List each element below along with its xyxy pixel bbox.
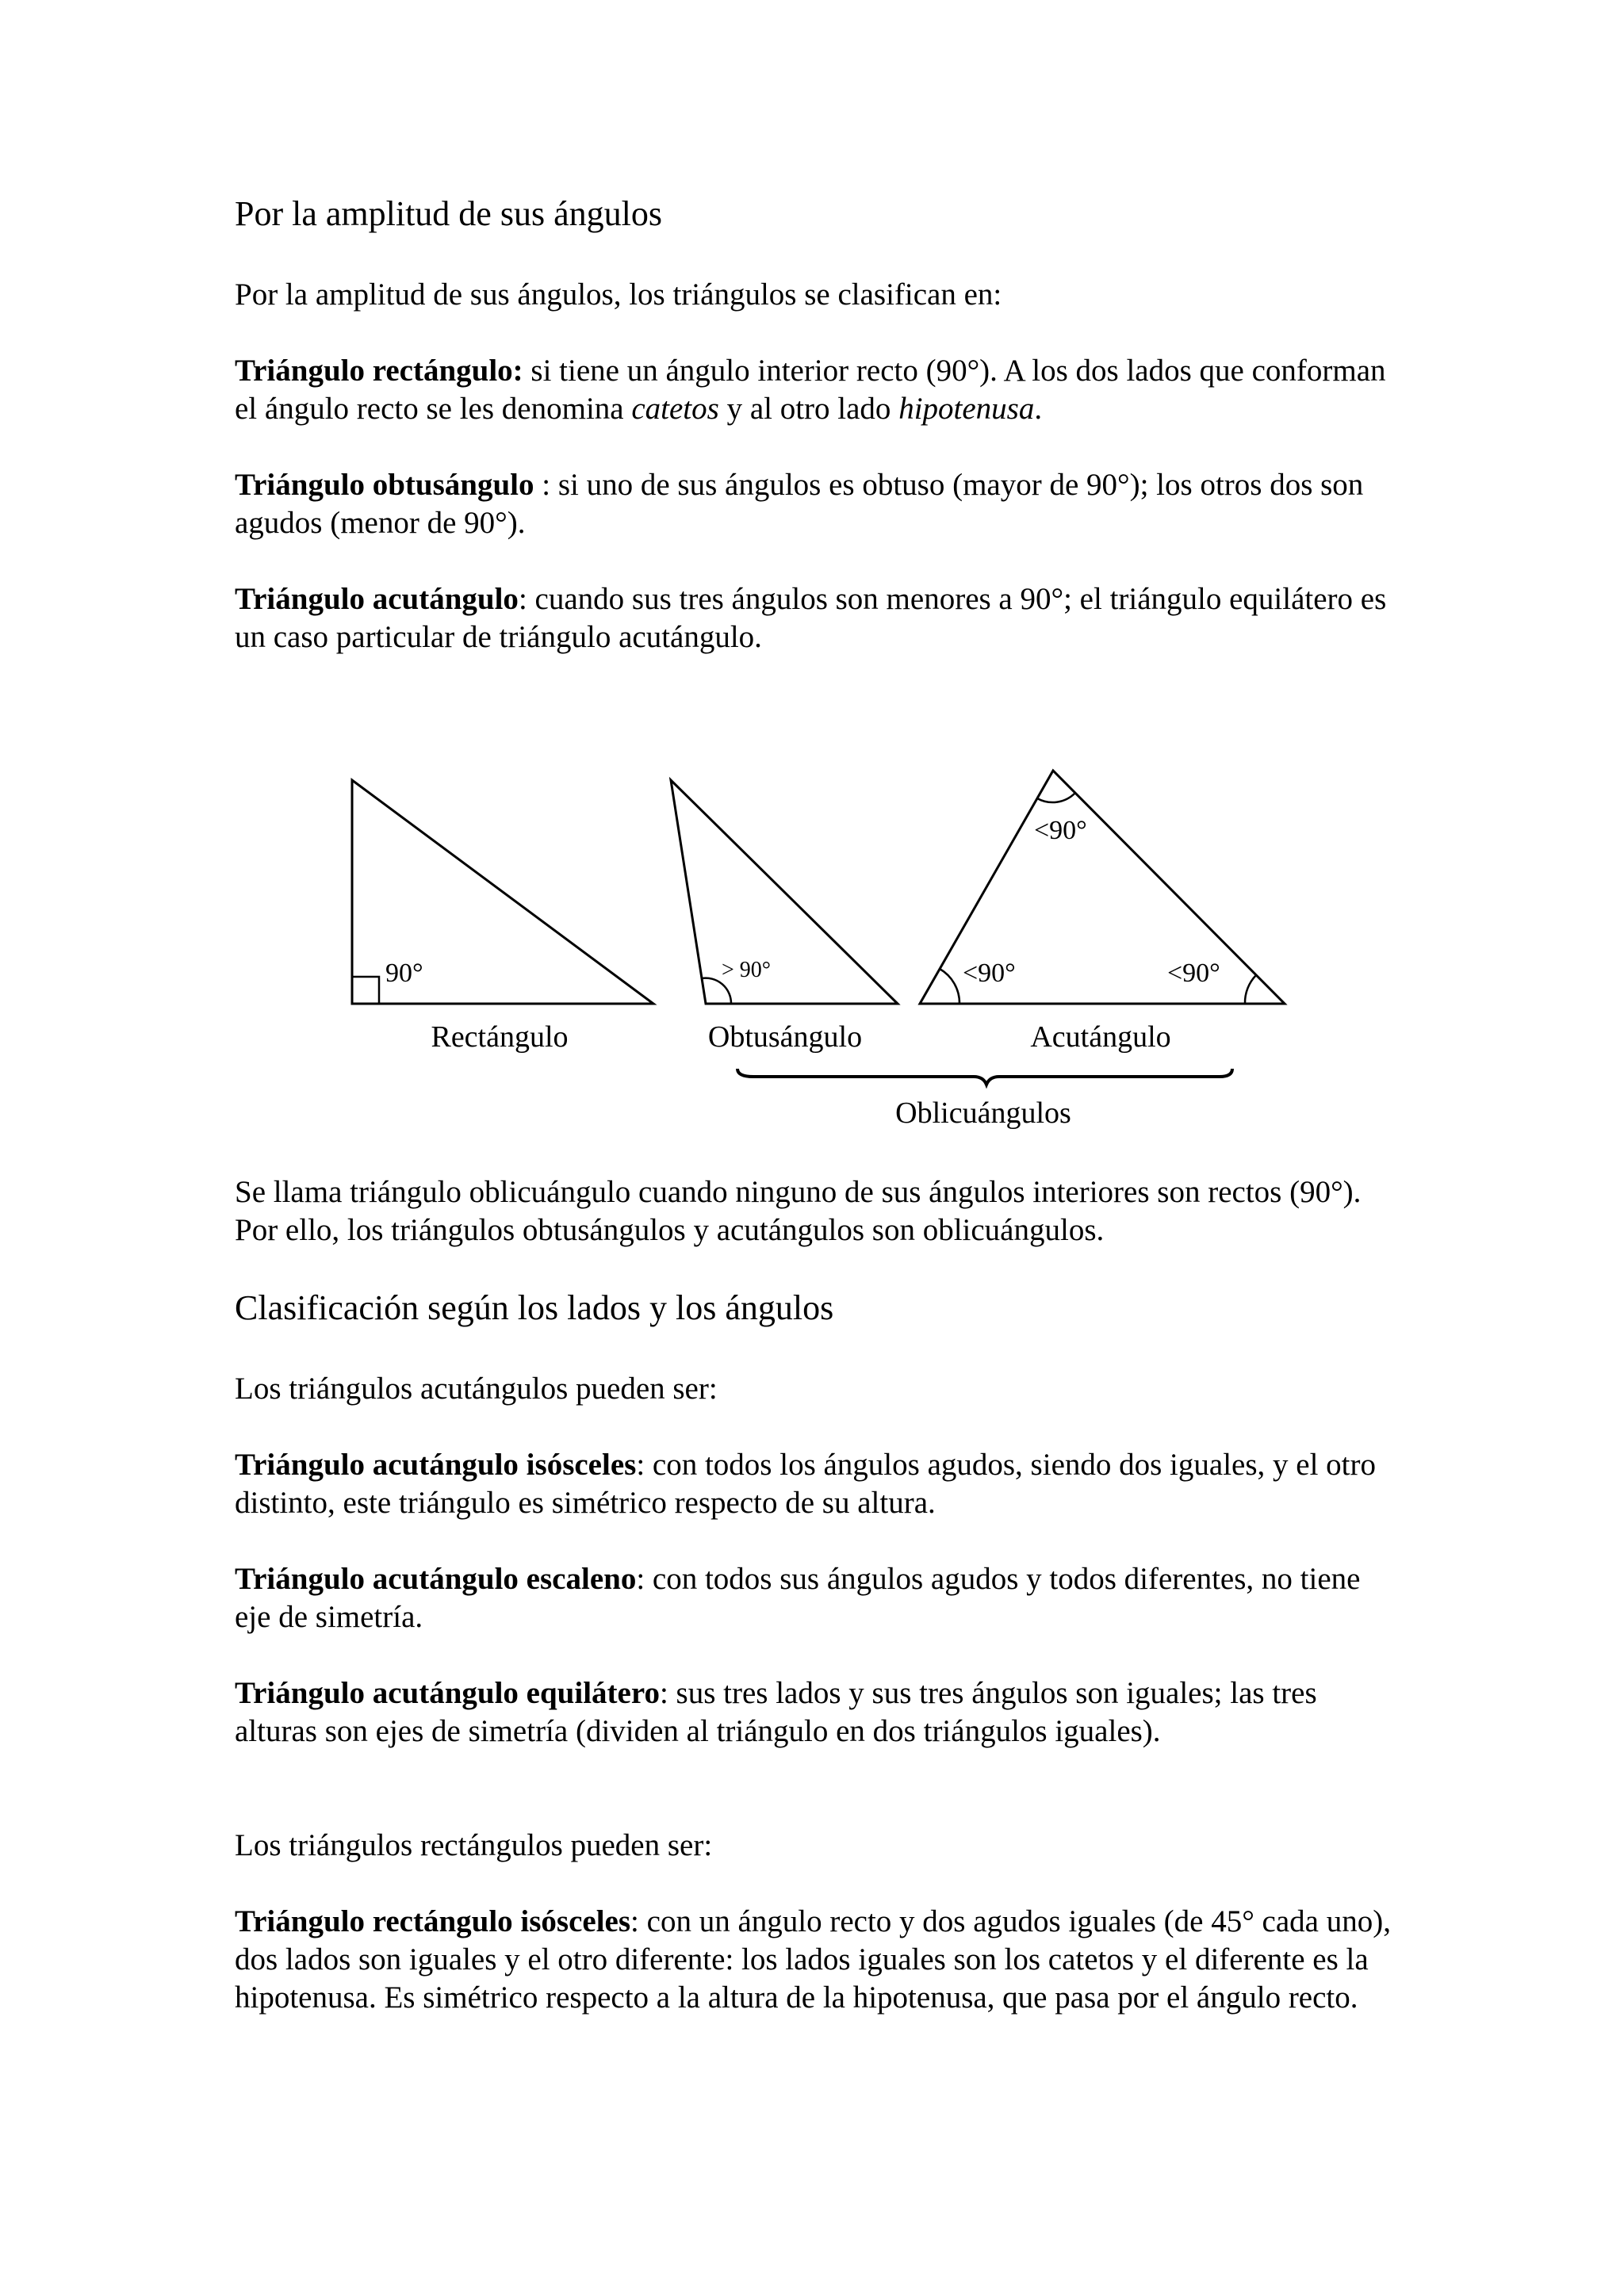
obtuse-triangle <box>671 780 898 1004</box>
caption-obtusangulo: Obtusángulo <box>707 1020 863 1054</box>
paragraph-right-isosceles <box>235 1903 1400 2017</box>
text-acutangulo: : cuando sus tres ángulos son menores a 90°; el triángulo equilátero es un caso particular de triángulo acutángulo. <box>235 582 1387 654</box>
term-acute-isosceles: Triángulo acutángulo isósceles <box>235 1448 637 1482</box>
oblicuangulos-brace <box>737 1069 1232 1085</box>
right-angle-marker <box>352 977 379 1004</box>
paragraph-acute-equilatero <box>235 1674 1400 1751</box>
caption-rectangulo: Rectángulo <box>431 1020 569 1054</box>
acute-top-label: <90° <box>1034 816 1087 845</box>
obtuse-angle-label: > 90° <box>722 958 771 982</box>
term-acute-equilatero: Triángulo acutángulo equilátero <box>235 1676 660 1710</box>
acute-right-arc <box>1245 975 1256 1004</box>
paragraph-rectangulo <box>235 352 1400 428</box>
right-intro-paragraph: Los triángulos rectángulos pueden ser: <box>235 1828 713 1862</box>
paragraph-obtusangulo <box>235 466 1400 542</box>
text-acute-equilatero: : sus tres lados y sus tres ángulos son iguales; las tres alturas son ejes de simetría (dividen al triángulo en dos triángulos iguales). <box>235 1676 1317 1748</box>
paragraph-acute-escaleno <box>235 1560 1400 1636</box>
paragraph-acute-isosceles <box>235 1446 1400 1522</box>
text-obtusangulo: : si uno de sus ángulos es obtuso (mayor de 90°); los otros dos son agudos (menor de 90°). <box>235 468 1364 540</box>
section-heading-clasificacion: Clasificación según los lados y los ángulos <box>235 1288 834 1327</box>
acute-intro-paragraph: Los triángulos acutángulos pueden ser: <box>235 1372 718 1406</box>
term-acute-escaleno: Triángulo acutángulo escaleno <box>235 1562 637 1596</box>
intro-paragraph: Por la amplitud de sus ángulos, los triángulos se clasifican en: <box>235 277 1002 312</box>
text-rectangulo-b: y al otro lado <box>718 392 899 426</box>
acute-top-arc <box>1037 793 1075 802</box>
triangle-classification-figure <box>333 761 1316 1142</box>
section-heading-amplitud: Por la amplitud de sus ángulos <box>235 194 662 233</box>
right-angle-label: 90° <box>385 959 423 988</box>
paragraph-oblicuangulo: Se llama triángulo oblicuángulo cuando ninguno de sus ángulos interiores son rectos (90°). Por ello, los triángulos obtusángulos y acutángulos son oblicuángulos. <box>235 1175 1362 1247</box>
text-rectangulo-c: . <box>1034 392 1043 426</box>
term-right-isosceles: Triángulo rectángulo isósceles <box>235 1904 631 1938</box>
acute-left-arc <box>940 969 959 1004</box>
term-catetos: catetos <box>631 392 719 426</box>
term-hipotenusa: hipotenusa <box>898 392 1035 426</box>
text-rectangulo-a: si tiene un ángulo interior recto (90°). A los dos lados que conforman el ángulo recto se les denomina <box>235 354 1386 426</box>
text-acute-isosceles: : con todos los ángulos agudos, siendo dos iguales, y el otro distinto, este triángulo es simétrico respecto de su altura. <box>235 1448 1376 1520</box>
acute-right-label: <90° <box>1167 959 1220 988</box>
text-acute-escaleno: : con todos sus ángulos agudos y todos diferentes, no tiene eje de simetría. <box>235 1562 1361 1634</box>
term-acutangulo: Triángulo acutángulo <box>235 582 519 616</box>
paragraph-acutangulo <box>235 580 1400 656</box>
text-right-isosceles: : con un ángulo recto y dos agudos iguales (de 45° cada uno), dos lados son iguales y el otro diferente: los lados iguales son los catetos y el diferente es la hipotenusa. Es simétrico respecto a la altura de la hipotenusa, que pasa por el ángulo recto. <box>235 1904 1391 2015</box>
caption-acutangulo: Acutángulo <box>1030 1020 1171 1054</box>
term-obtusangulo: Triángulo obtusángulo <box>235 468 534 502</box>
acute-left-label: <90° <box>963 959 1016 988</box>
term-rectangulo: Triángulo rectángulo: <box>235 354 523 388</box>
caption-oblicuangulos: Oblicuángulos <box>895 1096 1071 1130</box>
